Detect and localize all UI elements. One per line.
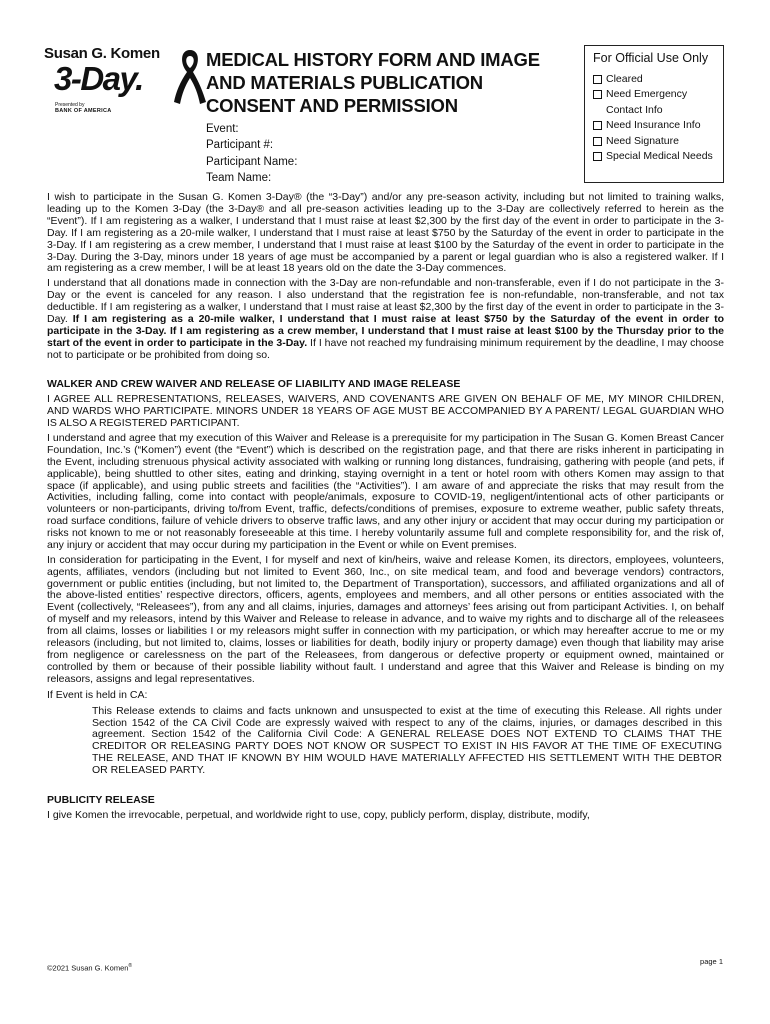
participant-fields xyxy=(206,121,297,186)
logo-presented-by: Presented by xyxy=(55,102,85,108)
participant-name-field-label: Participant Name: xyxy=(206,155,298,168)
event-field-label: Event: xyxy=(206,123,239,135)
waiver-caps-paragraph: I AGREE ALL REPRESENTATIONS, RELEASES, WAIVERS, AND COVENANTS ARE GIVEN ON BEHALF OF ME, MY MINOR CHILDREN, AND WARDS WHO PARTICIPATE. MINORS UNDER 18 YEARS OF AGE MUST BE ACCOMPANIED BY A PARENT/ LEGAL GUARDIAN WHO IS ALSO A REGISTERED PARTICIPANT. xyxy=(47,393,724,430)
logo-brand-name: Susan G. Komen xyxy=(44,45,160,62)
fundraising-deadline-bold: If I am registering as a 20-mile walker, I understand that I must raise at least $750 by the Saturday of the event in order to participate in the 3-Day. If I am registering as a crew member, I understand that I must raise at least $100 by the Thursday prior to the start of the event in order to participate in the 3-Day. xyxy=(47,312,725,349)
title-line-2: AND MATERIALS PUBLICATION xyxy=(206,72,483,93)
title-line-1: MEDICAL HISTORY FORM AND IMAGE xyxy=(206,49,540,70)
official-checkbox-emergency-contact[interactable]: Need Emergency Contact Info xyxy=(593,87,723,118)
official-use-box xyxy=(584,45,724,183)
official-checkbox-insurance[interactable]: Need Insurance Info xyxy=(593,118,723,133)
komen-3day-logo xyxy=(44,46,194,124)
risk-paragraph: I understand and agree that my execution of this Waiver and Release is a prerequisite for my participation in The Susan G. Komen Breast Cancer Foundation, Inc.’s (“Komen”) event (the “Event”) which is described on the registration page, and that there are risks inherent in participating in the Event, including strenuous physical activity associated with walking or running long distances, fundraising, gathering with people (and pets, if applicable), being shuttled to other sites, eating and drinking, staying overnight in a tent or hotel room with others Komen may assign to that space (if applicable), and using public streets and facilities (the “Activities”). I am aware of and appreciate the risks that may result from the Activities, including falling, come into contact with people/animals, exposure to COVID-19, negligent/intentional acts of other participants or volunteers or non-participants, driving to/from Event, traffic, defects/conditions of premises, exposure to extreme weather, public safety threats, road surface conditions, failure of vehicle drivers to observe traffic laws, and any other injury or accident that may occur during my participation or risks not known to me or not reasonably foreseeable at this time. I hereby voluntarily assume full and complete responsibility for, and the risk of, any injury or accident that may occur during my participation in the Event or while on Event premises. xyxy=(47,431,724,552)
official-use-title: For Official Use Only xyxy=(593,51,709,65)
logo-3day: 3-Day. xyxy=(54,60,143,97)
official-checkbox-cleared[interactable]: Cleared xyxy=(593,72,723,87)
form-title xyxy=(206,48,576,117)
checkbox-icon[interactable] xyxy=(593,152,602,161)
pink-ribbon-icon xyxy=(170,46,206,106)
official-checkbox-signature[interactable]: Need Signature xyxy=(593,134,723,149)
checkbox-icon[interactable] xyxy=(593,90,602,99)
checkbox-icon[interactable] xyxy=(593,75,602,84)
publicity-heading: PUBLICITY RELEASE xyxy=(47,794,155,807)
release-paragraph: In consideration for participating in the Event, I for myself and next of kin/heirs, waive and release Komen, its directors, employees, volunteers, agents, affiliates, vendors (including but not limited to Event 360, Inc., on site medical team, and food and beverage vendors) contractors, government or public entities (including, but not limited to, the Department of Transportation), successors, and affiliated organizations and all of the above-listed entities’ respective directors, officers, agents, employees and members, and all other persons or entities associated with the Event (collectively, “Releasees”), from any and all claims, injuries, damages and attorneys’ fees arising out from participant Activities. I, on behalf of myself and my releasors, intend by this Waiver and Release to release in advance, and to waive my rights and to discharge all of the releasees from all claims, losses or liabilities I or my releasors might suffer in connection with my participation, or which may hereafter accrue to me or my releasors (including, but not limited to, claims, losses or liabilities for death, bodily injury or property damage) even though that liability may arise from negligence or carelessness on the part of the Releasees, from dangerous or defective property or equipment owned, maintained or controlled by them or because of their possible liability without fault. I understand and agree that this Waiver and Release is binding on my releasors, assigns and legal representatives. xyxy=(47,553,724,685)
ca-release-text: This Release extends to claims and facts unknown and unsuspected to exist at the time of executing this Release. All rights under Section 1542 of the CA Civil Code are expressly waived with respect to any of the claims, injuries, or damages described in this agreement. Section 1542 of the California Civil Code: A GENERAL RELEASE DOES NOT EXTEND TO CLAIMS THAT THE CREDITOR OR RELEASING PARTY DOES NOT KNOW OR SUSPECT TO EXIST IN HIS FAVOR AT THE TIME OF EXECUTING THE RELEASE, AND THAT IF KNOWN BY HIM WOULD HAVE MATERIALLY AFFECTED HIS SETTLEMENT WITH THE DEBTOR OR RELEASED PARTY. xyxy=(92,704,722,777)
participation-paragraph: I wish to participate in the Susan G. Komen 3-Day® (the “3-Day”) and/or any pre-season activity, including but not limited to training walks, leading up to the Komen 3-Day (the 3-Day® and all pre-season activities leading up to the 3-Day are collectively referred to herein as the “Event”). If I am registering as a walker, I understand that I must raise at least $2,300 by the first day of the event in order to participate in the 3-Day. If I am registering as a 20-mile walker, I understand that I must raise at least $750 by the Saturday of the event in order to participate in the 3-Day. If I am registering as a crew member, I understand that I must raise at least $100 by the Saturday of the event in order to participate in the 3-Day. During the 3-Day, minors under 18 years of age must be accompanied by a parent or legal guardian who is also a registered walker. If I am registering as a crew member, I will be at least 18 years old on the date the 3-Day commences. xyxy=(47,191,724,275)
donations-paragraph: I understand that all donations made in connection with the 3-Day are non-refundable and non-transferable, even if I do not participate in the 3-Day or the event is canceled for any reason. I also understand that the registration fee is non-refundable, non-transferable, and not tax deductible. If I am registering as a walker, I understand that I must raise at least $2,300 by the first day of the event in order to participate in the 3-Day. If I am registering as a 20-mile walker, I understand that I must raise at least $750 by the Saturday of the event in order to participate in the 3-Day. If I am registering as a crew member, I understand that I must raise at least $100 by the Thursday prior to the start of the event in order to participate in the 3-Day. If I have not reached my fundraising minimum requirement by the deadline, I may choose not to participate or be prohibited from doing so. xyxy=(47,277,725,361)
form-body xyxy=(47,192,724,825)
footer-page-number: page 1 xyxy=(700,957,723,966)
official-checkbox-medical-needs[interactable]: Special Medical Needs xyxy=(593,149,723,164)
logo-sponsor: BANK OF AMERICA xyxy=(55,108,112,114)
waiver-heading: WALKER AND CREW WAIVER AND RELEASE OF LIABILITY AND IMAGE RELEASE xyxy=(47,378,461,391)
participant-number-field-label: Participant #: xyxy=(206,139,274,152)
ca-label: If Event is held in CA: xyxy=(47,688,148,701)
publicity-paragraph: I give Komen the irrevocable, perpetual, and worldwide right to use, copy, publicly perform, display, distribute, modify, xyxy=(47,808,590,821)
checkbox-icon[interactable] xyxy=(593,137,602,146)
checkbox-icon[interactable] xyxy=(593,121,602,130)
title-line-3: CONSENT AND PERMISSION xyxy=(206,95,458,116)
team-name-field-label: Team Name: xyxy=(206,171,272,184)
footer-copyright: ©2021 Susan G. Komen® xyxy=(47,963,133,973)
